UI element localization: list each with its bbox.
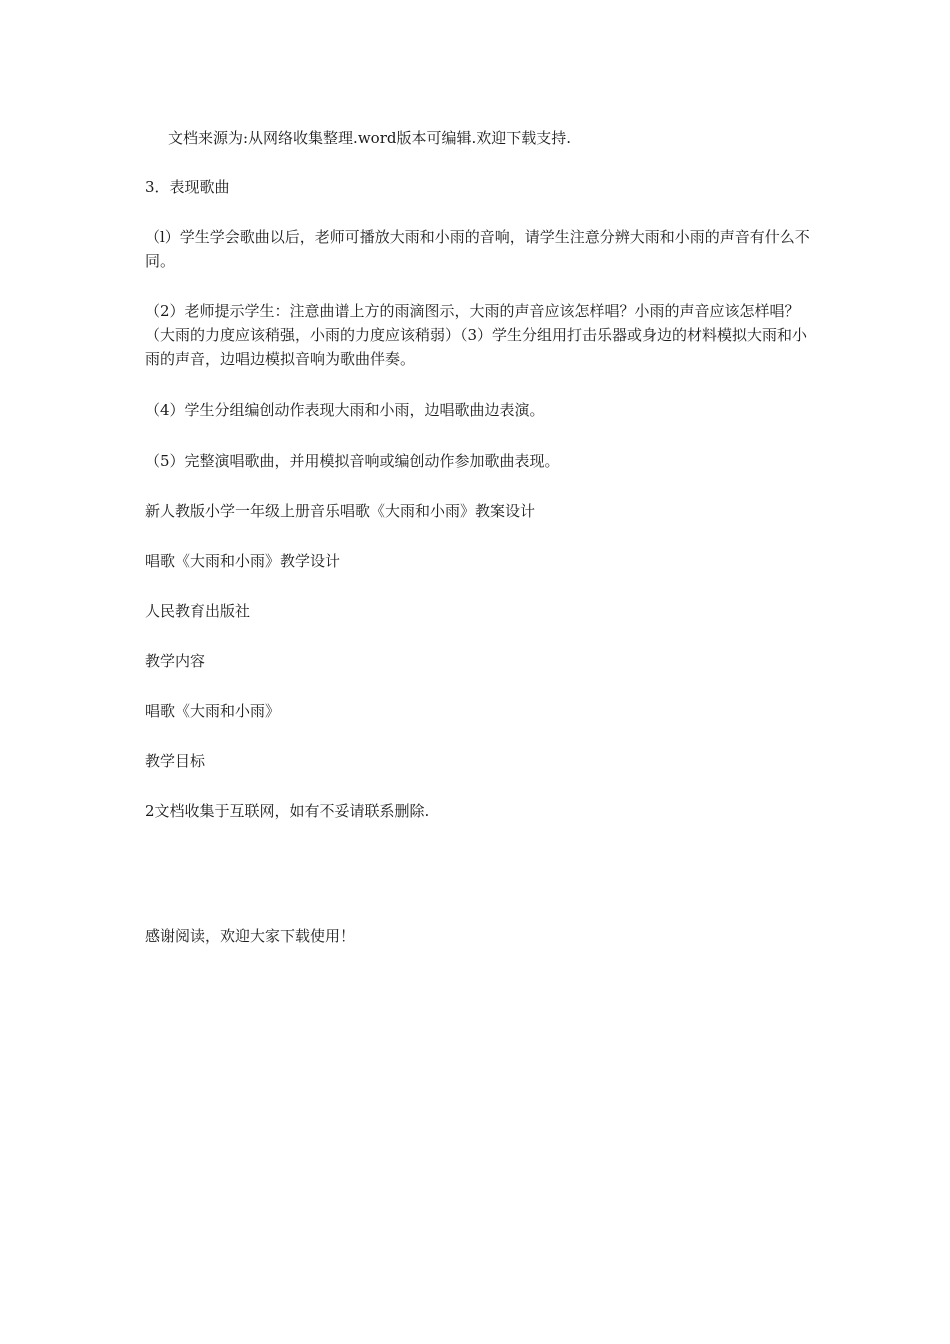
content-value: 唱歌《大雨和小雨》	[145, 702, 281, 720]
content-label: 教学内容	[145, 652, 206, 670]
paragraph-1: （l）学生学会歌曲以后，老师可播放大雨和小雨的音响，请学生注意分辨大雨和小雨的声音有什么不同。	[145, 228, 810, 270]
thanks-note: 感谢阅读，欢迎大家下载使用！	[145, 927, 356, 945]
publisher: 人民教育出版社	[145, 602, 251, 620]
paragraph-2: （2）老师提示学生：注意曲谱上方的雨滴图示，大雨的声音应该怎样唱？小雨的声音应该怎样唱？（大雨的力度应该稍强，小雨的力度应该稍弱）（3）学生分组用打击乐器或身边的材料模拟大雨和小雨的声音，边唱边模拟音响为歌曲伴奏。	[145, 302, 808, 368]
lesson-title: 新人教版小学一年级上册音乐唱歌《大雨和小雨》教案设计	[145, 502, 536, 520]
paragraph-4: （4）学生分组编创动作表现大雨和小雨，边唱歌曲边表演。	[145, 401, 545, 419]
header-source-note: 文档来源为:从网络收集整理.word版本可编辑.欢迎下载支持.	[168, 129, 572, 147]
design-title: 唱歌《大雨和小雨》教学设计	[145, 552, 341, 570]
paragraph-5: （5）完整演唱歌曲，并用模拟音响或编创动作参加歌曲表现。	[145, 452, 560, 470]
footer-note: 2文档收集于互联网，如有不妥请联系删除.	[145, 802, 430, 820]
goal-label: 教学目标	[145, 752, 206, 770]
section-title: 3．表现歌曲	[145, 178, 230, 196]
